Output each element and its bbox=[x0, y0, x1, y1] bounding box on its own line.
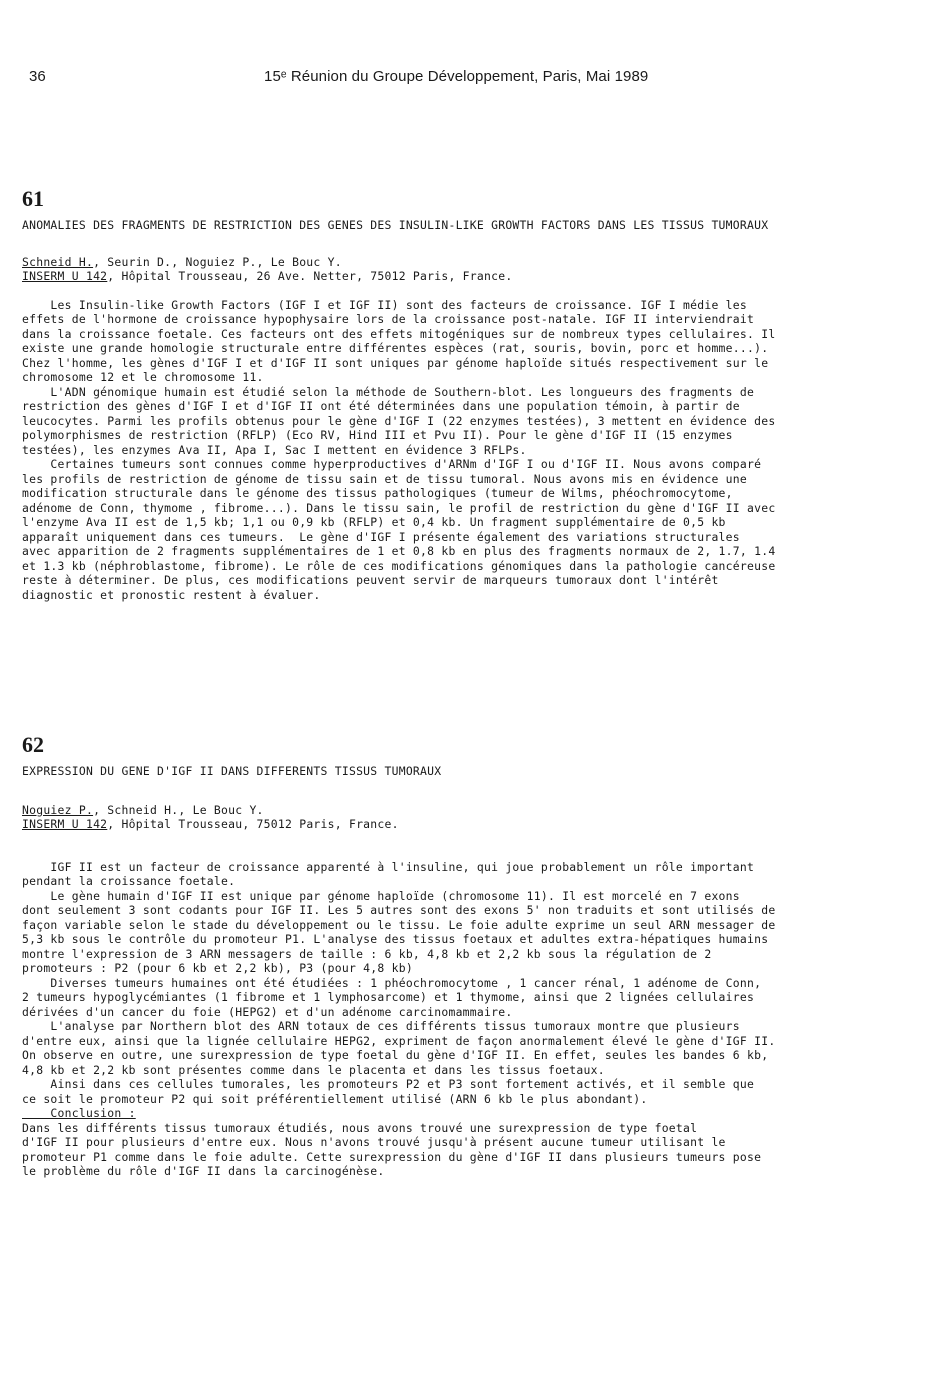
body-line: d'IGF II pour plusieurs d'entre eux. Nous n'avons trouvé jusqu'à présent aucune tumeur utilisant le bbox=[22, 1135, 726, 1149]
body-line: Dans les différents tissus tumoraux étudiés, nous avons trouvé une surexpression de type foetal bbox=[22, 1120, 698, 1135]
affiliation-address: , Hôpital Trousseau, 75012 Paris, France. bbox=[107, 817, 399, 831]
body-line: apparaît uniquement dans ces tumeurs. Le gène d'IGF I présente également des variations structurales bbox=[22, 529, 740, 544]
body-line: effets de l'hormone de croissance hypophysaire lors de la croissance post-natale. IGF II interviendrait bbox=[22, 312, 755, 326]
affiliation-unit: INSERM U 142 bbox=[22, 269, 108, 283]
body-line: l'enzyme Ava II est de 1,5 kb; 1,1 ou 0,9 kb (RFLP) et 0,4 kb. Un fragment supplémentaire de 0,5 kb bbox=[22, 515, 726, 529]
body-line: les profils de restriction de génome de tissu sain et de tissu tumoral. Nous avons mis en évidence une bbox=[22, 471, 747, 486]
co-authors: , Schneid H., Le Bouc Y. bbox=[93, 802, 264, 817]
author-list bbox=[22, 255, 930, 270]
affiliation bbox=[22, 269, 930, 284]
body-line: promoteurs : P2 (pour 6 kb et 2,2 kb), P3 (pour 4,8 kb) bbox=[22, 961, 413, 975]
body-line: IGF II est un facteur de croissance apparenté à l'insuline, qui joue probablement un rôle important bbox=[22, 859, 755, 874]
body-line: pendant la croissance foetale. bbox=[22, 874, 236, 888]
abstract-title: EXPRESSION DU GENE D'IGF II DANS DIFFERENTS TISSUS TUMORAUX bbox=[22, 764, 442, 778]
abstract-title: ANOMALIES DES FRAGMENTS DE RESTRICTION DES GENES DES INSULIN-LIKE GROWTH FACTORS DANS LES TISSUS TUMORAUX bbox=[22, 218, 769, 232]
body-line: le problème du rôle d'IGF II dans la carcinogénèse. bbox=[22, 1164, 385, 1178]
body-line: dérivées d'un cancer du foie (HEPG2) et d'un adénome carcinomammaire. bbox=[22, 1004, 513, 1019]
body-line: promoteur P1 comme dans le foie adulte. Cette surexpression du gène d'IGF II dans plusieurs tumeurs pose bbox=[22, 1149, 762, 1164]
body-line: dont seulement 3 sont codants pour IGF II. Les 5 autres sont des exons 5' non traduits et sont utilisés de bbox=[22, 903, 776, 917]
body-line: avec apparition de 2 fragments supplémentaires de 1 et 0,8 kb en plus des fragments normaux de 2, 1.7, 1.4 bbox=[22, 544, 776, 558]
body-line: polymorphismes de restriction (RFLP) (Eco RV, Hind III et Pvu II). Pour le gène d'IGF II (15 enzymes bbox=[22, 428, 733, 442]
body-line: façon variable selon le stade du développement ou le tissu. Le foie adulte exprime un seul ARN messager de bbox=[22, 917, 776, 932]
body-line: L'ADN génomique humain est étudié selon la méthode de Southern-blot. Les longueurs des fragments de bbox=[22, 384, 755, 399]
abstract-62 bbox=[22, 732, 930, 1179]
abstract-body bbox=[22, 860, 930, 1179]
body-line: chromosome 12 et le chromosome 11. bbox=[22, 370, 264, 384]
page-header bbox=[0, 68, 930, 92]
affiliation-unit: INSERM U 142 bbox=[22, 817, 108, 831]
body-line: Certaines tumeurs sont connues comme hyperproductives d'ARNm d'IGF I ou d'IGF II. Nous avons comparé bbox=[22, 457, 762, 471]
body-line: Diverses tumeurs humaines ont été étudiées : 1 phéochromocytome , 1 cancer rénal, 1 adénome de Conn, bbox=[22, 975, 762, 990]
body-line: Ainsi dans ces cellules tumorales, les promoteurs P2 et P3 sont fortement activés, et il semble que bbox=[22, 1077, 755, 1091]
body-line: adénome de Conn, thymome , fibrome...). Dans le tissu sain, le profil de restriction du gène d'IGF II avec bbox=[22, 500, 776, 515]
body-line: 2 tumeurs hypoglycémiantes (1 fibrome et 1 lymphosarcome) et 1 thymome, ainsi que 2 lignées cellulaires bbox=[22, 990, 755, 1004]
body-line: Chez l'homme, les gènes d'IGF I et d'IGF II sont uniques par génome haploïde situés respectivement sur le bbox=[22, 355, 769, 370]
co-authors: , Seurin D., Noguiez P., Le Bouc Y. bbox=[93, 254, 342, 269]
body-line: Les Insulin-like Growth Factors (IGF I et IGF II) sont des facteurs de croissance. IGF I médie les bbox=[22, 297, 747, 312]
body-line: restriction des gènes d'IGF I et d'IGF II ont été déterminées dans une population témoin, à partir de bbox=[22, 399, 740, 413]
author-list bbox=[22, 803, 930, 818]
body-line: d'entre eux, ainsi que la lignée cellulaire HEPG2, expriment de façon anormalement élevé le gène d'IGF II. bbox=[22, 1033, 776, 1048]
running-head: 15ᵉ Réunion du Groupe Développement, Paris, Mai 1989 bbox=[264, 68, 649, 85]
affiliation bbox=[22, 817, 930, 832]
body-line: modification structurale dans le génome des tissus pathologiques (tumeur de Wilms, phéochromocytome, bbox=[22, 486, 733, 500]
body-line: diagnostic et pronostic restent à évaluer. bbox=[22, 587, 321, 602]
abstract-61 bbox=[22, 186, 930, 602]
body-line: ce soit le promoteur P2 qui soit préférentiellement utilisé (ARN 6 kb le plus abondant). bbox=[22, 1091, 648, 1106]
body-line: Le gène humain d'IGF II est unique par génome haploïde (chromosome 11). Il est morcelé en 7 exons bbox=[22, 888, 740, 903]
body-line: 4,8 kb et 2,2 kb sont présentes comme dans le placenta et dans les tissus foetaux. bbox=[22, 1062, 605, 1077]
affiliation-address: , Hôpital Trousseau, 26 Ave. Netter, 75012 Paris, France. bbox=[107, 269, 513, 283]
body-line: On observe en outre, une surexpression de type foetal du gène d'IGF II. En effet, seules les bandes 6 kb, bbox=[22, 1048, 769, 1062]
body-line: leucocytes. Parmi les profils obtenus pour le gène d'IGF I (22 enzymes testées), 3 mettent en évidence des bbox=[22, 413, 776, 428]
conclusion-heading: Conclusion : bbox=[22, 1106, 136, 1120]
body-line: 5,3 kb sous le contrôle du promoteur P1. L'analyse des tissus foetaux et adultes extra-hépatiques humains bbox=[22, 932, 769, 946]
abstract-body bbox=[22, 298, 930, 603]
body-line: montre l'expression de 3 ARN messagers de taille : 6 kb, 4,8 kb et 2,2 kb sous la régulation de 2 bbox=[22, 946, 712, 961]
abstract-number: 61 bbox=[22, 186, 44, 211]
body-line: et 1.3 kb (néphroblastome, fibrome). Le rôle de ces modifications génomiques dans la pathologie cancéreuse bbox=[22, 558, 776, 573]
abstract-number: 62 bbox=[22, 732, 44, 757]
body-line: testées), les enzymes Ava II, Apa I, Sac I mettent en évidence 3 RFLPs. bbox=[22, 442, 527, 457]
presenting-author: Noguiez P. bbox=[22, 802, 94, 817]
body-line: L'analyse par Northern blot des ARN totaux de ces différents tissus tumoraux montre que plusieurs bbox=[22, 1019, 740, 1033]
body-line: reste à déterminer. De plus, ces modifications peuvent servir de marqueurs tumoraux dont l'intérêt bbox=[22, 573, 719, 587]
presenting-author: Schneid H. bbox=[22, 254, 94, 269]
body-line: dans la croissance foetale. Ces facteurs ont des effets mitogéniques sur de nombreux types cellulaires. Il bbox=[22, 326, 776, 341]
body-line: existe une grande homologie structurale entre différentes espèces (rat, souris, bovin, porc et homme...). bbox=[22, 341, 769, 355]
page-number: 36 bbox=[29, 68, 46, 85]
